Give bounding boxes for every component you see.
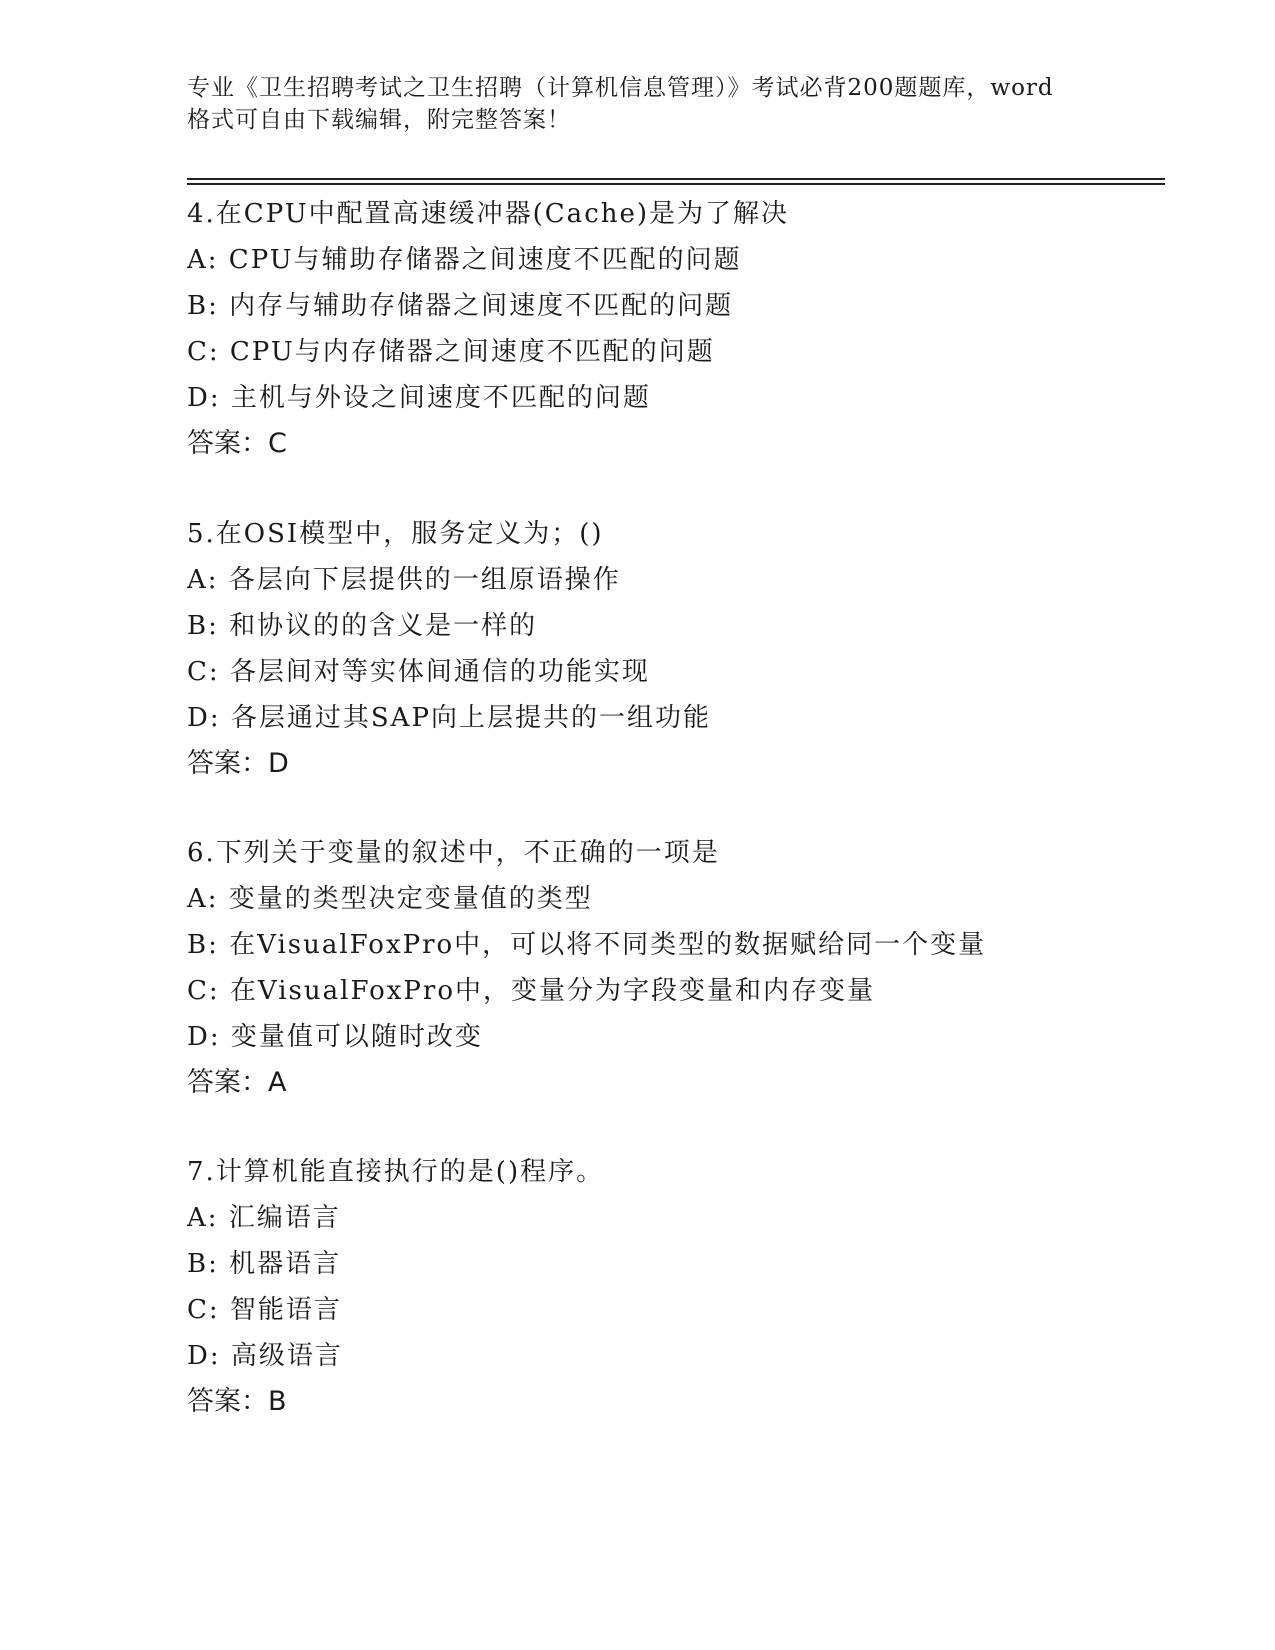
question-block: [187, 1149, 1187, 1425]
question-stem: 5.在OSI模型中，服务定义为；(): [187, 519, 604, 549]
document-header: [187, 72, 1117, 136]
option-b: B: 内存与辅助存储器之间速度不匹配的问题: [187, 291, 734, 321]
option-b: B: 在VisualFoxPro中，可以将不同类型的数据赋给同一个变量: [187, 930, 987, 960]
question-block: [187, 191, 1187, 467]
question-stem: 7.计算机能直接执行的是()程序。: [187, 1157, 605, 1187]
option-c: C: 各层间对等实体间通信的功能实现: [187, 657, 650, 687]
option-a: A: 各层向下层提供的一组原语操作: [187, 565, 621, 595]
option-d: D: 高级语言: [187, 1341, 343, 1371]
option-a: A: 汇编语言: [187, 1203, 341, 1233]
option-b: B: 机器语言: [187, 1249, 342, 1279]
question-stem: 6.下列关于变量的叙述中，不正确的一项是: [187, 838, 720, 868]
option-a: A: 变量的类型决定变量值的类型: [187, 884, 593, 914]
option-c: C: 智能语言: [187, 1295, 342, 1325]
option-d: D: 各层通过其SAP向上层提共的一组功能: [187, 703, 711, 733]
question-stem: 4.在CPU中配置高速缓冲器(Cache)是为了解决: [187, 199, 790, 229]
answer-line: 答案：A: [187, 1067, 287, 1098]
header-divider-bottom: [187, 183, 1165, 185]
option-a: A: CPU与辅助存储器之间速度不匹配的问题: [187, 245, 742, 275]
answer-line: 答案：C: [187, 428, 287, 459]
question-block: [187, 830, 1187, 1106]
option-c: C: CPU与内存储器之间速度不匹配的问题: [187, 337, 715, 367]
option-b: B: 和协议的的含义是一样的: [187, 611, 538, 641]
answer-line: 答案：D: [187, 748, 289, 779]
answer-line: 答案：B: [187, 1386, 287, 1417]
header-divider-top: [187, 178, 1165, 180]
question-block: [187, 511, 1187, 787]
option-d: D: 主机与外设之间速度不匹配的问题: [187, 383, 651, 413]
header-line-2: 格式可自由下载编辑，附完整答案！: [187, 107, 571, 133]
option-c: C: 在VisualFoxPro中，变量分为字段变量和内存变量: [187, 976, 875, 1006]
header-line-1: 专业《卫生招聘考试之卫生招聘（计算机信息管理）》考试必背200题题库，word: [187, 75, 1054, 101]
option-d: D: 变量值可以随时改变: [187, 1022, 483, 1052]
